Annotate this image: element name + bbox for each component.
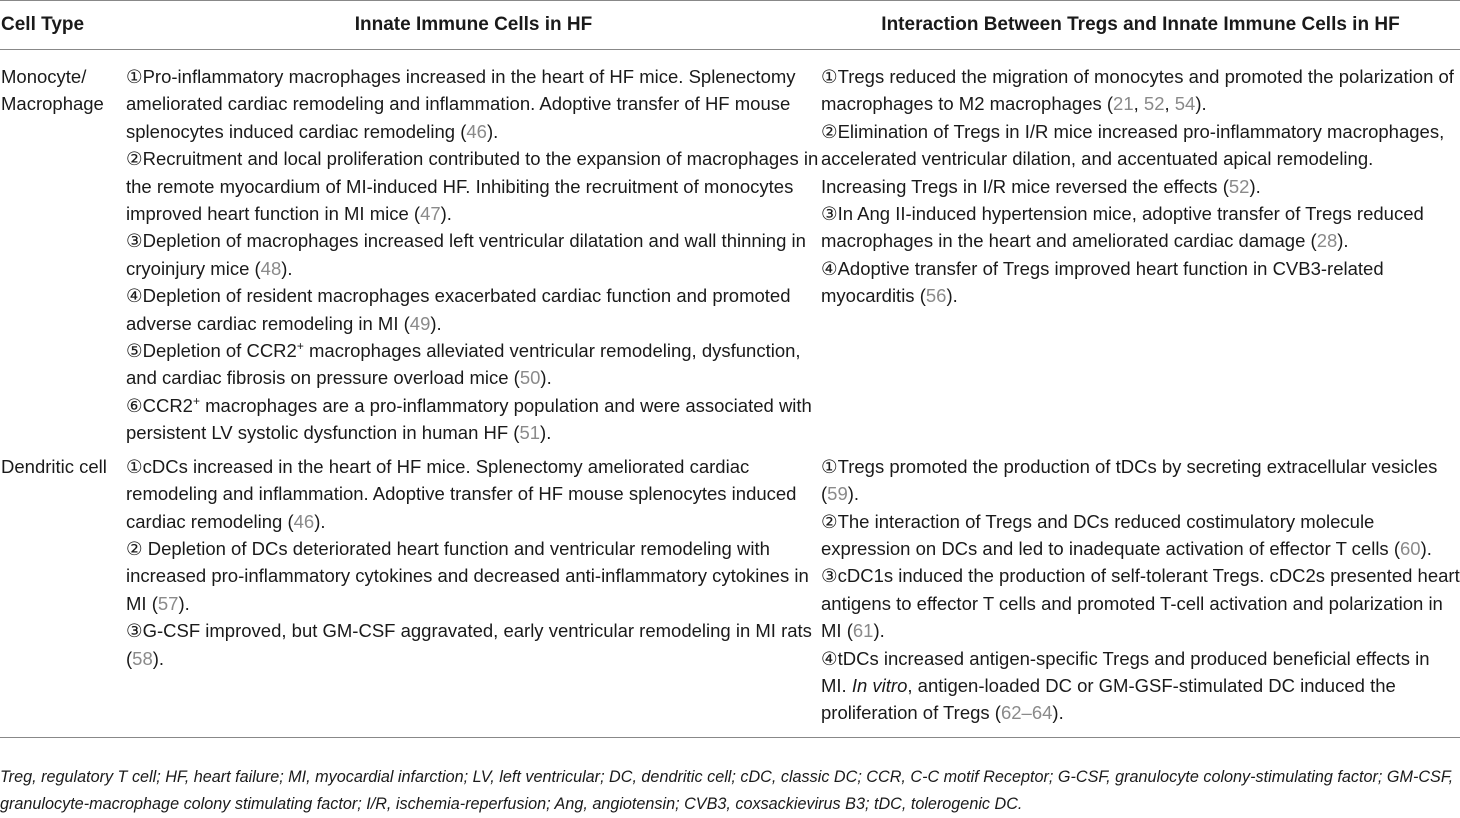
table-footnote: Treg, regulatory T cell; HF, heart failure; MI, myocardial infarction; LV, left ventricular; DC, dendritic cell; cDC, classic DC; CCR, C-C motif Receptor; G-CSF, granulocyte colony-stimulating factor; GM-CSF, granulocyte-macrophage colony stimulating factor; I/R, ischemia-reperfusion; Ang, angiotensin; CVB3, coxsackievirus B3; tDC, tolerogenic DC. <box>0 768 1454 813</box>
header-cell-type: Cell Type <box>0 1 126 50</box>
reference-link[interactable]: 56 <box>925 285 947 307</box>
list-item: ②Elimination of Tregs in I/R mice increased pro-inflammatory macrophages, accelerated ventricular dilation, and accentuated apical remodeling. Increasing Tregs in I/R mice reversed the effects (52). <box>821 120 1445 197</box>
reference-link[interactable]: 46 <box>293 510 315 532</box>
reference-link[interactable]: 57 <box>157 592 179 614</box>
item-number: ③ <box>821 203 838 225</box>
item-number: ④ <box>126 285 143 307</box>
reference-link[interactable]: 49 <box>409 312 431 334</box>
list-item: ④tDCs increased antigen-specific Tregs and produced beneficial effects in MI. In vitro, antigen-loaded DC or GM-GSF-stimulated DC induced the proliferation of Tregs (62–64). <box>821 647 1430 724</box>
item-number: ② <box>821 510 838 532</box>
item-number: ③ <box>126 230 143 252</box>
item-text: Adoptive transfer of Tregs improved heart function in CVB3-related myocarditis ( <box>821 257 1384 307</box>
item-text: Tregs promoted the production of tDCs by secreting extracellular vesicles ( <box>821 455 1438 505</box>
list-item: ③Depletion of macrophages increased left ventricular dilatation and wall thinning in cryoinjury mice (48). <box>126 230 806 279</box>
reference-link[interactable]: 52 <box>1228 175 1250 197</box>
item-text: macrophages alleviated ventricular remodeling, dysfunction, and cardiac fibrosis on pressure overload mice ( <box>126 340 801 389</box>
list-item: ⑥CCR2+ macrophages are a pro-inflammatory population and were associated with persistent LV systolic dysfunction in human HF (51). <box>126 393 812 444</box>
item-text: CCR2 <box>142 394 193 416</box>
innate-findings-cell <box>126 50 821 447</box>
innate-findings-cell <box>126 447 821 738</box>
table-row-dendritic-cell <box>0 447 1460 738</box>
item-text: , antigen-loaded DC or GM-GSF-stimulated DC induced the proliferation of Tregs ( <box>821 674 1396 724</box>
reference-link[interactable]: 28 <box>1316 230 1338 252</box>
list-item: ①Pro-inflammatory macrophages increased in the heart of HF mice. Splenectomy ameliorated cardiac remodeling and inflammation. Adoptive transfer of HF mouse splenocytes induced cardiac remodeling (46). <box>126 66 796 142</box>
item-text: Elimination of Tregs in I/R mice increased pro-inflammatory macrophages, accelerated ventricular dilation, and accentuated apical remodeling. Increasing Tregs in I/R mice reversed the effects ( <box>821 120 1445 197</box>
item-number: ⑥ <box>126 394 143 416</box>
list-item: ①cDCs increased in the heart of HF mice. Splenectomy ameliorated cardiac remodeling and inflammation. Adoptive transfer of HF mouse splenocytes induced cardiac remodeling (46). <box>126 455 797 532</box>
reference-link[interactable]: 59 <box>827 483 848 505</box>
item-number: ① <box>126 455 143 477</box>
item-text: macrophages are a pro-inflammatory population and were associated with persistent LV systolic dysfunction in human HF ( <box>126 394 812 444</box>
reference-link[interactable]: 21 <box>1113 93 1134 115</box>
reference-link[interactable]: 47 <box>420 203 441 225</box>
reference-link[interactable]: 52 <box>1143 93 1165 115</box>
item-number: ③ <box>821 565 838 587</box>
cell-type-label: Dendritic cell <box>0 447 126 738</box>
header-innate-immune-cells: Innate Immune Cells in HF <box>126 1 821 50</box>
item-number: ② <box>126 148 143 170</box>
item-number: ① <box>821 455 838 477</box>
list-item: ③cDC1s induced the production of self-tolerant Tregs. cDC2s presented heart antigens to effector T cells and promoted T-cell activation and polarization in MI (61). <box>821 565 1460 642</box>
item-text: Tregs reduced the migration of monocytes and promoted the polarization of macrophages to M2 macrophages ( <box>821 66 1454 115</box>
item-text: Pro-inflammatory macrophages increased in the heart of HF mice. Splenectomy ameliorated cardiac remodeling and inflammation. Adoptive transfer of HF mouse splenocytes induced cardiac remodeling ( <box>126 66 796 142</box>
header-interaction: Interaction Between Tregs and Innate Immune Cells in HF <box>821 1 1460 50</box>
item-number: ② <box>126 537 148 559</box>
list-item: ③G-CSF improved, but GM-CSF aggravated, early ventricular remodeling in MI rats (58). <box>126 620 812 669</box>
item-text: Depletion of macrophages increased left ventricular dilatation and wall thinning in cryoinjury mice ( <box>126 230 806 279</box>
item-number: ⑤ <box>126 340 143 362</box>
reference-link[interactable]: 60 <box>1399 537 1421 559</box>
item-number: ② <box>821 120 838 142</box>
item-number: ④ <box>821 647 838 669</box>
list-item: ④Adoptive transfer of Tregs improved heart function in CVB3-related myocarditis (56). <box>821 257 1384 307</box>
reference-link[interactable]: 54 <box>1174 93 1196 115</box>
item-text: Depletion of CCR2 <box>142 340 297 362</box>
superscript: + <box>296 338 304 353</box>
list-item: ③In Ang II-induced hypertension mice, adoptive transfer of Tregs reduced macrophages in the heart and ameliorated cardiac damage (28). <box>821 203 1424 252</box>
table-header-row <box>0 1 1460 50</box>
reference-link[interactable]: 58 <box>132 647 153 669</box>
item-text: The interaction of Tregs and DCs reduced costimulatory molecule expression on DCs and led to inadequate activation of effector T cells ( <box>821 510 1400 559</box>
reference-link[interactable]: 62–64 <box>1000 702 1053 724</box>
superscript: + <box>192 393 200 408</box>
item-number: ① <box>821 66 838 87</box>
interaction-findings-cell <box>821 50 1460 447</box>
reference-link[interactable]: 51 <box>519 422 541 444</box>
item-text: In Ang II-induced hypertension mice, adoptive transfer of Tregs reduced macrophages in the heart and ameliorated cardiac damage ( <box>821 203 1424 252</box>
item-text: tDCs increased antigen-specific Tregs and produced beneficial effects in MI. <box>821 647 1430 696</box>
interaction-findings-cell <box>821 447 1460 738</box>
item-text: G-CSF improved, but GM-CSF aggravated, early ventricular remodeling in MI rats ( <box>126 620 812 669</box>
list-item: ②The interaction of Tregs and DCs reduced costimulatory molecule expression on DCs and led to inadequate activation of effector T cells (60). <box>821 510 1432 559</box>
item-italic-text: In vitro <box>851 674 908 696</box>
cell-type-label: Monocyte/ Macrophage <box>1 66 104 115</box>
list-item: ②Recruitment and local proliferation contributed to the expansion of macrophages in the remote myocardium of MI-induced HF. Inhibiting the recruitment of monocytes improved heart function in MI mice (47). <box>126 148 819 225</box>
table-row-monocyte-macrophage <box>0 50 1460 447</box>
list-item: ② Depletion of DCs deteriorated heart function and ventricular remodeling with increased pro-inflammatory cytokines and decreased anti-inflammatory cytokines in MI (57). <box>126 537 809 614</box>
reference-link[interactable]: 50 <box>519 367 541 389</box>
item-text: Recruitment and local proliferation contributed to the expansion of macrophages in the remote myocardium of MI-induced HF. Inhibiting the recruitment of monocytes improved heart function in MI mice ( <box>126 148 819 225</box>
item-text: Depletion of DCs deteriorated heart function and ventricular remodeling with increased pro-inflammatory cytokines and decreased anti-inflammatory cytokines in MI ( <box>126 537 809 614</box>
item-number: ③ <box>126 620 143 642</box>
item-text: cDCs increased in the heart of HF mice. Splenectomy ameliorated cardiac remodeling and inflammation. Adoptive transfer of HF mouse splenocytes induced cardiac remodeling ( <box>126 455 797 532</box>
item-number: ① <box>126 66 143 87</box>
reference-link[interactable]: 48 <box>260 257 282 279</box>
list-item: ①Tregs promoted the production of tDCs by secreting extracellular vesicles (59). <box>821 455 1438 505</box>
list-item: ④Depletion of resident macrophages exacerbated cardiac function and promoted adverse cardiac remodeling in MI (49). <box>126 285 791 334</box>
item-number: ④ <box>821 257 838 279</box>
item-text: cDC1s induced the production of self-tolerant Tregs. cDC2s presented heart antigens to effector T cells and promoted T-cell activation and polarization in MI ( <box>821 565 1460 642</box>
list-item: ①Tregs reduced the migration of monocytes and promoted the polarization of macrophages to M2 macrophages (21, 52, 54). <box>821 66 1454 115</box>
item-text: Depletion of resident macrophages exacerbated cardiac function and promoted adverse cardiac remodeling in MI ( <box>126 285 791 334</box>
list-item: ⑤Depletion of CCR2+ macrophages alleviated ventricular remodeling, dysfunction, and cardiac fibrosis on pressure overload mice (50). <box>126 338 801 389</box>
reference-link[interactable]: 46 <box>466 120 487 142</box>
reference-link[interactable]: 61 <box>852 620 874 642</box>
